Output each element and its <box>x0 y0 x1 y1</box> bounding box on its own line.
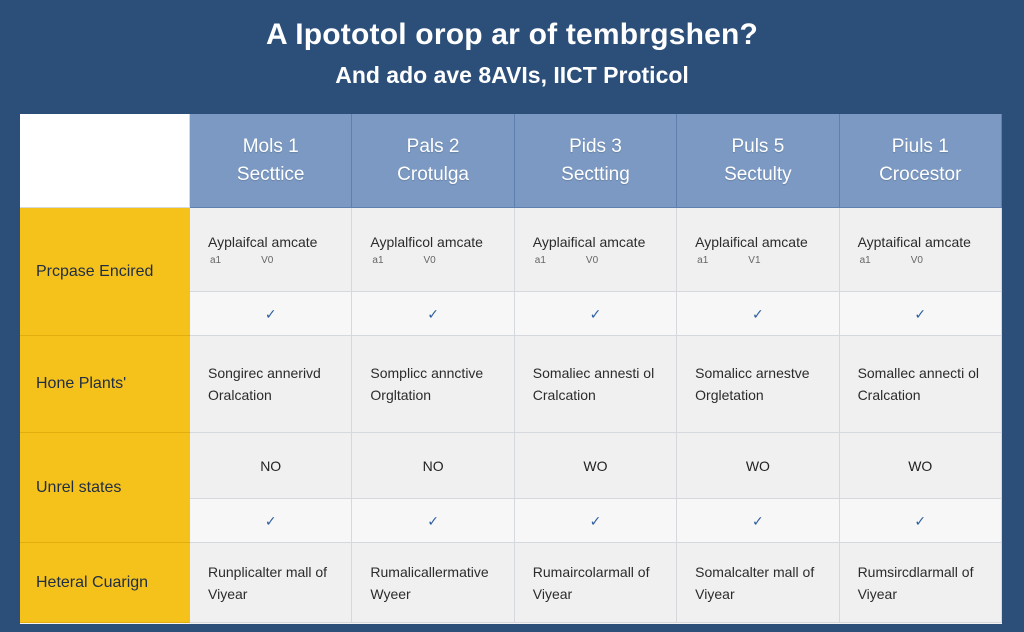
cell-line1: Rumsircdlarmall of <box>857 563 974 580</box>
table-cell <box>840 543 1002 623</box>
column-header-line1: Pals 2 <box>406 135 460 157</box>
cell-sub-a: a1 <box>697 254 709 266</box>
table-cell <box>515 433 677 499</box>
cell-value: WO <box>583 457 608 474</box>
row-label: Prcpase Encired <box>20 208 190 336</box>
cell-line1: Songirec annerivd <box>208 365 321 381</box>
cell-sub-b: V0 <box>585 254 599 266</box>
cell-sub-a: a1 <box>210 254 222 266</box>
cell-line2: Viyear <box>695 585 735 602</box>
check-cell <box>840 292 1002 336</box>
column-header-line2: Sectulty <box>724 163 792 185</box>
check-icon: ✓ <box>264 512 277 529</box>
check-icon: ✓ <box>752 512 764 529</box>
check-cell <box>515 292 677 336</box>
table-cell <box>352 208 514 292</box>
cell-text: Ayplaifical amcate <box>695 233 808 250</box>
column-header <box>352 114 514 208</box>
page-title: A Ipototol orop ar of tembrgshen? <box>265 18 759 51</box>
cell-line1: Rumalicallermative <box>370 563 489 580</box>
check-cell <box>190 499 352 543</box>
cell-sub-b: V1 <box>748 254 761 266</box>
check-icon: ✓ <box>589 305 602 322</box>
cell-text: Ayplaifcal amcate <box>208 233 318 250</box>
column-header-line2: Crotulga <box>397 163 469 185</box>
table-cell <box>840 433 1002 499</box>
table-cell <box>840 208 1002 292</box>
table-cell <box>515 208 677 292</box>
cell-sub-a: a1 <box>372 254 384 266</box>
row-label: Heteral Cuarign <box>20 543 190 623</box>
cell-sub-a: a1 <box>859 254 871 266</box>
cell-line1: Somallec annecti ol <box>857 365 979 381</box>
column-header <box>677 114 839 208</box>
table-cell <box>352 433 514 499</box>
cell-line1: Somaliec annesti ol <box>532 365 655 381</box>
table-cell <box>190 208 352 292</box>
cell-sub-b: V0 <box>261 254 274 266</box>
check-icon: ✓ <box>914 512 927 529</box>
cell-line1: Somalcalter mall of <box>695 563 815 580</box>
cell-text: Ayptaifical amcate <box>857 233 971 250</box>
cell-line2: Cralcation <box>532 387 596 403</box>
table-cell <box>677 433 839 499</box>
check-cell <box>515 499 677 543</box>
cell-line2: Cralcation <box>857 387 921 403</box>
row-label: Unrel states <box>20 433 190 543</box>
cell-sub-b: V0 <box>423 254 436 266</box>
cell-value: NO <box>422 457 444 474</box>
cell-sub-a: a1 <box>534 254 546 266</box>
cell-line1: Somplicc annctive <box>370 365 484 381</box>
table-cell <box>190 433 352 499</box>
cell-line2: Viyear <box>857 585 897 602</box>
check-icon: ✓ <box>752 305 764 322</box>
cell-line2: Viyear <box>532 585 573 602</box>
table-cell <box>840 336 1002 433</box>
cell-value: NO <box>260 457 282 474</box>
check-icon: ✓ <box>914 305 927 322</box>
table-cell <box>677 208 839 292</box>
column-header-line1: Mols 1 <box>242 135 299 157</box>
table-cell <box>677 543 839 623</box>
table-cell <box>515 543 677 623</box>
check-cell <box>352 499 514 543</box>
check-cell <box>677 499 839 543</box>
row-label: Hone Plants' <box>20 336 190 433</box>
column-header-line1: Puls 5 <box>731 135 785 157</box>
page-subtitle: And ado ave 8AVIs, IICT Proticol <box>335 62 689 88</box>
cell-line1: Runplicalter mall of <box>208 563 328 580</box>
check-icon: ✓ <box>427 305 439 322</box>
cell-line1: Somalicc arnestve <box>695 365 810 381</box>
cell-value: WO <box>745 457 770 474</box>
table-cell <box>352 336 514 433</box>
cell-value: WO <box>908 457 933 474</box>
table-cell <box>352 543 514 623</box>
check-icon: ✓ <box>589 512 602 529</box>
cell-sub-b: V0 <box>910 254 923 266</box>
table-corner <box>20 114 190 208</box>
cell-text: Ayplaifical amcate <box>532 233 646 250</box>
column-header <box>515 114 677 208</box>
column-header-line2: Secttice <box>236 163 305 185</box>
column-header <box>840 114 1002 208</box>
check-cell <box>677 292 839 336</box>
cell-text: Ayplalficol amcate <box>370 233 483 250</box>
table-cell <box>190 543 352 623</box>
column-header-line2: Sectting <box>561 163 630 185</box>
cell-line2: Oralcation <box>208 387 272 403</box>
cell-line2: Wyeer <box>370 585 411 602</box>
cell-line2: Orgletation <box>695 387 764 403</box>
check-icon: ✓ <box>427 512 439 529</box>
cell-line2: Viyear <box>208 585 248 602</box>
column-header <box>190 114 352 208</box>
column-header-line1: Pids 3 <box>569 135 622 157</box>
cell-line1: Rumaircolarmall of <box>532 563 650 580</box>
cell-line2: Orgltation <box>370 387 432 403</box>
column-header-line1: Piuls 1 <box>891 135 949 157</box>
table-cell <box>677 336 839 433</box>
check-icon: ✓ <box>264 305 277 322</box>
column-header-line2: Crocestor <box>879 163 962 185</box>
check-cell <box>840 499 1002 543</box>
check-cell <box>352 292 514 336</box>
check-cell <box>190 292 352 336</box>
table-cell <box>515 336 677 433</box>
comparison-table <box>20 114 1002 624</box>
table-cell <box>190 336 352 433</box>
